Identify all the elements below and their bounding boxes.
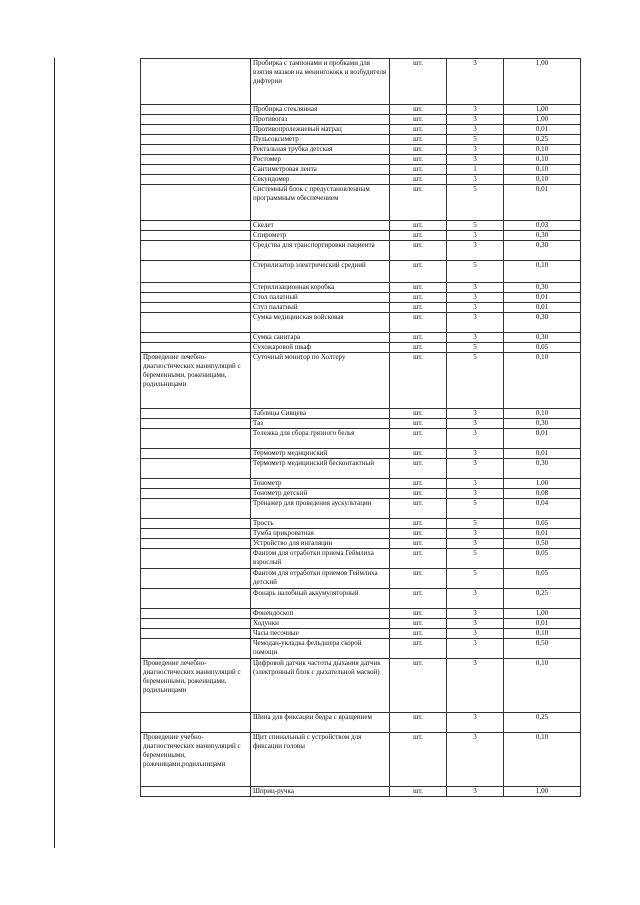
table-row — [141, 221, 581, 231]
quantity-cell: 3 — [447, 59, 504, 105]
procedure-cell — [141, 303, 251, 313]
quantity-cell: 1 — [447, 165, 504, 175]
unit-cell: шт. — [390, 261, 447, 283]
quantity-cell: 3 — [447, 659, 504, 713]
quantity-cell: 3 — [447, 539, 504, 549]
table-row — [141, 733, 581, 787]
coefficient-cell: 1,00 — [504, 609, 581, 619]
coefficient-cell: 0,03 — [504, 221, 581, 231]
quantity-cell: 5 — [447, 221, 504, 231]
unit-cell: шт. — [390, 175, 447, 185]
item-name-cell: Щит спинальный с устройством для фиксации головы — [251, 733, 390, 787]
procedure-cell — [141, 529, 251, 539]
item-name-cell: Секундомер — [251, 175, 390, 185]
coefficient-cell: 0,50 — [504, 639, 581, 659]
item-name-cell: Цифровой датчик частоты дыхания датчик (электронный блок с дыхательной маской) — [251, 659, 390, 713]
coefficient-cell: 0,04 — [504, 499, 581, 519]
item-name-cell: Тонометр детский — [251, 489, 390, 499]
coefficient-cell: 0,10 — [504, 659, 581, 713]
procedure-cell — [141, 105, 251, 115]
item-name-cell: Противопролежневый матрац — [251, 125, 390, 135]
table-row — [141, 409, 581, 419]
procedure-cell — [141, 145, 251, 155]
quantity-cell: 3 — [447, 449, 504, 459]
unit-cell: шт. — [390, 639, 447, 659]
table-row — [141, 59, 581, 105]
table-row — [141, 353, 581, 409]
quantity-cell: 3 — [447, 489, 504, 499]
table-row — [141, 609, 581, 619]
coefficient-cell: 0,01 — [504, 429, 581, 449]
table-row — [141, 713, 581, 733]
table-row — [141, 135, 581, 145]
item-name-cell: Ростомер — [251, 155, 390, 165]
procedure-cell — [141, 499, 251, 519]
procedure-cell: Проведение лечебно-диагностических манипуляций с беременными, роженицами, родильницами — [141, 659, 251, 713]
coefficient-cell: 0,25 — [504, 135, 581, 145]
coefficient-cell: 0,30 — [504, 241, 581, 261]
unit-cell: шт. — [390, 59, 447, 105]
table-row — [141, 589, 581, 609]
quantity-cell: 3 — [447, 105, 504, 115]
item-name-cell: Стол палатный — [251, 293, 390, 303]
coefficient-cell: 0,05 — [504, 569, 581, 589]
unit-cell: шт. — [390, 713, 447, 733]
procedure-cell — [141, 125, 251, 135]
unit-cell: шт. — [390, 519, 447, 529]
table-row — [141, 125, 581, 135]
item-name-cell: Устройство для ингаляции — [251, 539, 390, 549]
quantity-cell: 3 — [447, 639, 504, 659]
table-row — [141, 261, 581, 283]
table-row — [141, 231, 581, 241]
item-name-cell: Шприц-ручка — [251, 787, 390, 797]
procedure-cell — [141, 343, 251, 353]
unit-cell: шт. — [390, 343, 447, 353]
item-name-cell: Стул палатный — [251, 303, 390, 313]
table-row — [141, 629, 581, 639]
unit-cell: шт. — [390, 733, 447, 787]
unit-cell: шт. — [390, 659, 447, 713]
unit-cell: шт. — [390, 313, 447, 333]
equipment-table-body — [141, 59, 581, 797]
quantity-cell: 3 — [447, 293, 504, 303]
procedure-cell — [141, 293, 251, 303]
procedure-cell — [141, 569, 251, 589]
item-name-cell: Тонометр — [251, 479, 390, 489]
coefficient-cell: 1,00 — [504, 787, 581, 797]
procedure-cell — [141, 787, 251, 797]
table-row — [141, 569, 581, 589]
quantity-cell: 3 — [447, 409, 504, 419]
quantity-cell: 3 — [447, 303, 504, 313]
item-name-cell: Фантом для отработки приема Геймлиха взрослый — [251, 549, 390, 569]
coefficient-cell: 0,30 — [504, 231, 581, 241]
coefficient-cell: 0,01 — [504, 185, 581, 221]
table-row — [141, 539, 581, 549]
quantity-cell: 3 — [447, 125, 504, 135]
table-row — [141, 449, 581, 459]
item-name-cell: Пульсоксиметр — [251, 135, 390, 145]
coefficient-cell: 0,50 — [504, 539, 581, 549]
procedure-cell — [141, 713, 251, 733]
table-row — [141, 303, 581, 313]
unit-cell: шт. — [390, 499, 447, 519]
quantity-cell: 3 — [447, 609, 504, 619]
unit-cell: шт. — [390, 221, 447, 231]
table-row — [141, 549, 581, 569]
unit-cell: шт. — [390, 185, 447, 221]
item-name-cell: Тренажер для проведения аускультации — [251, 499, 390, 519]
table-row — [141, 241, 581, 261]
coefficient-cell: 0,10 — [504, 155, 581, 165]
item-name-cell: Пробирка с тампонами и пробками для взятия мазков на менингококк и возбудителя дифтерии — [251, 59, 390, 105]
item-name-cell: Фантом для отработки приемов Геймлиха детский — [251, 569, 390, 589]
unit-cell: шт. — [390, 409, 447, 419]
quantity-cell: 3 — [447, 629, 504, 639]
coefficient-cell: 0,05 — [504, 343, 581, 353]
quantity-cell: 3 — [447, 175, 504, 185]
coefficient-cell: 0,10 — [504, 733, 581, 787]
coefficient-cell: 0,01 — [504, 619, 581, 629]
unit-cell: шт. — [390, 609, 447, 619]
procedure-cell — [141, 175, 251, 185]
item-name-cell: Термометр медицинский — [251, 449, 390, 459]
procedure-cell — [141, 519, 251, 529]
coefficient-cell: 0,05 — [504, 549, 581, 569]
table-row — [141, 145, 581, 155]
table-row — [141, 479, 581, 489]
margin-line — [54, 58, 55, 848]
table-row — [141, 659, 581, 713]
procedure-cell — [141, 165, 251, 175]
table-row — [141, 155, 581, 165]
item-name-cell: Тележка для сбора грязного белья — [251, 429, 390, 449]
unit-cell: шт. — [390, 293, 447, 303]
unit-cell: шт. — [390, 353, 447, 409]
item-name-cell: Противогаз — [251, 115, 390, 125]
item-name-cell: Пробирка стеклянная — [251, 105, 390, 115]
item-name-cell: Чемодан-укладка фельдшера скорой помощи — [251, 639, 390, 659]
quantity-cell: 3 — [447, 241, 504, 261]
item-name-cell: Средства для транспортировки пациента — [251, 241, 390, 261]
procedure-cell — [141, 609, 251, 619]
table-row — [141, 619, 581, 629]
quantity-cell: 3 — [447, 459, 504, 479]
coefficient-cell: 0,10 — [504, 261, 581, 283]
quantity-cell: 5 — [447, 569, 504, 589]
quantity-cell: 5 — [447, 185, 504, 221]
item-name-cell: Ходунки — [251, 619, 390, 629]
table-row — [141, 165, 581, 175]
coefficient-cell: 0,01 — [504, 529, 581, 539]
quantity-cell: 3 — [447, 283, 504, 293]
table-row — [141, 333, 581, 343]
coefficient-cell: 1,00 — [504, 105, 581, 115]
table-row — [141, 429, 581, 449]
item-name-cell: Шина для фиксации бедра с вращением — [251, 713, 390, 733]
unit-cell: шт. — [390, 241, 447, 261]
procedure-cell — [141, 629, 251, 639]
procedure-cell — [141, 479, 251, 489]
table-row — [141, 529, 581, 539]
item-name-cell: Термометр медицинский бесконтактный — [251, 459, 390, 479]
table-row — [141, 489, 581, 499]
unit-cell: шт. — [390, 459, 447, 479]
item-name-cell: Часы песочные — [251, 629, 390, 639]
quantity-cell: 5 — [447, 519, 504, 529]
quantity-cell: 3 — [447, 231, 504, 241]
coefficient-cell: 1,00 — [504, 59, 581, 105]
procedure-cell — [141, 409, 251, 419]
quantity-cell: 5 — [447, 549, 504, 569]
unit-cell: шт. — [390, 303, 447, 313]
coefficient-cell: 0,01 — [504, 125, 581, 135]
coefficient-cell: 0,30 — [504, 419, 581, 429]
unit-cell: шт. — [390, 619, 447, 629]
unit-cell: шт. — [390, 479, 447, 489]
quantity-cell: 5 — [447, 353, 504, 409]
quantity-cell: 3 — [447, 713, 504, 733]
unit-cell: шт. — [390, 489, 447, 499]
unit-cell: шт. — [390, 155, 447, 165]
procedure-cell — [141, 333, 251, 343]
item-name-cell: Фонендоскоп — [251, 609, 390, 619]
item-name-cell: Системный блок с предустановленным программным обеспечением — [251, 185, 390, 221]
procedure-cell — [141, 539, 251, 549]
quantity-cell: 3 — [447, 155, 504, 165]
quantity-cell: 5 — [447, 135, 504, 145]
quantity-cell: 3 — [447, 313, 504, 333]
table-row — [141, 115, 581, 125]
unit-cell: шт. — [390, 787, 447, 797]
procedure-cell — [141, 549, 251, 569]
table-row — [141, 105, 581, 115]
coefficient-cell: 0,10 — [504, 165, 581, 175]
procedure-cell: Проведение учебно-диагностических манипуляций с беременными, роженицами,родильницами — [141, 733, 251, 787]
coefficient-cell: 0,10 — [504, 629, 581, 639]
procedure-cell — [141, 155, 251, 165]
item-name-cell: Сумка санитара — [251, 333, 390, 343]
procedure-cell — [141, 639, 251, 659]
procedure-cell — [141, 489, 251, 499]
unit-cell: шт. — [390, 145, 447, 155]
unit-cell: шт. — [390, 105, 447, 115]
item-name-cell: Сумка медицинская войсковая — [251, 313, 390, 333]
item-name-cell: Тумба прикроватная — [251, 529, 390, 539]
coefficient-cell: 0,30 — [504, 283, 581, 293]
item-name-cell: Стерилизатор электрический средний — [251, 261, 390, 283]
unit-cell: шт. — [390, 629, 447, 639]
quantity-cell: 5 — [447, 261, 504, 283]
table-row — [141, 283, 581, 293]
quantity-cell: 3 — [447, 333, 504, 343]
unit-cell: шт. — [390, 125, 447, 135]
table-row — [141, 419, 581, 429]
quantity-cell: 3 — [447, 529, 504, 539]
table-row — [141, 343, 581, 353]
procedure-cell — [141, 221, 251, 231]
unit-cell: шт. — [390, 539, 447, 549]
table-row — [141, 185, 581, 221]
quantity-cell: 3 — [447, 733, 504, 787]
procedure-cell — [141, 589, 251, 609]
procedure-cell — [141, 135, 251, 145]
procedure-cell — [141, 313, 251, 333]
coefficient-cell: 0,01 — [504, 449, 581, 459]
procedure-cell — [141, 241, 251, 261]
procedure-cell — [141, 231, 251, 241]
unit-cell: шт. — [390, 135, 447, 145]
unit-cell: шт. — [390, 429, 447, 449]
unit-cell: шт. — [390, 549, 447, 569]
item-name-cell: Трость — [251, 519, 390, 529]
equipment-table — [140, 58, 581, 797]
quantity-cell: 3 — [447, 589, 504, 609]
unit-cell: шт. — [390, 589, 447, 609]
table-row — [141, 459, 581, 479]
table-row — [141, 175, 581, 185]
table-row — [141, 519, 581, 529]
quantity-cell: 5 — [447, 499, 504, 519]
coefficient-cell: 0,10 — [504, 353, 581, 409]
item-name-cell: Сантиметровая лента — [251, 165, 390, 175]
coefficient-cell: 0,08 — [504, 489, 581, 499]
unit-cell: шт. — [390, 419, 447, 429]
unit-cell: шт. — [390, 449, 447, 459]
coefficient-cell: 1,00 — [504, 479, 581, 489]
item-name-cell: Сухожаровой шкаф — [251, 343, 390, 353]
item-name-cell: Ректальная трубка детская — [251, 145, 390, 155]
coefficient-cell: 0,30 — [504, 313, 581, 333]
coefficient-cell: 0,25 — [504, 713, 581, 733]
coefficient-cell: 0,10 — [504, 145, 581, 155]
unit-cell: шт. — [390, 283, 447, 293]
procedure-cell — [141, 185, 251, 221]
procedure-cell — [141, 115, 251, 125]
procedure-cell — [141, 459, 251, 479]
coefficient-cell: 0,05 — [504, 519, 581, 529]
coefficient-cell: 0,30 — [504, 333, 581, 343]
coefficient-cell: 0,01 — [504, 293, 581, 303]
procedure-cell — [141, 261, 251, 283]
unit-cell: шт. — [390, 115, 447, 125]
table-row — [141, 293, 581, 303]
procedure-cell — [141, 419, 251, 429]
quantity-cell: 5 — [447, 343, 504, 353]
unit-cell: шт. — [390, 165, 447, 175]
coefficient-cell: 0,30 — [504, 459, 581, 479]
quantity-cell: 3 — [447, 787, 504, 797]
procedure-cell — [141, 619, 251, 629]
procedure-cell: Проведение лечебно-диагностических манипуляций с беременными, роженицами, родильницами — [141, 353, 251, 409]
item-name-cell: Спирометр — [251, 231, 390, 241]
quantity-cell: 3 — [447, 619, 504, 629]
quantity-cell: 3 — [447, 419, 504, 429]
item-name-cell: Фонарь налобный аккумуляторный — [251, 589, 390, 609]
item-name-cell: Таблицы Сивцева — [251, 409, 390, 419]
table-row — [141, 639, 581, 659]
table-row — [141, 313, 581, 333]
table-row — [141, 499, 581, 519]
coefficient-cell: 1,00 — [504, 115, 581, 125]
quantity-cell: 3 — [447, 115, 504, 125]
procedure-cell — [141, 59, 251, 105]
unit-cell: шт. — [390, 529, 447, 539]
item-name-cell: Суточный монитор по Холтеру — [251, 353, 390, 409]
item-name-cell: Скелет — [251, 221, 390, 231]
coefficient-cell: 0,25 — [504, 589, 581, 609]
unit-cell: шт. — [390, 333, 447, 343]
procedure-cell — [141, 449, 251, 459]
procedure-cell — [141, 429, 251, 449]
coefficient-cell: 0,10 — [504, 409, 581, 419]
table-row — [141, 787, 581, 797]
quantity-cell: 3 — [447, 429, 504, 449]
unit-cell: шт. — [390, 231, 447, 241]
coefficient-cell: 0,10 — [504, 175, 581, 185]
coefficient-cell: 0,01 — [504, 303, 581, 313]
item-name-cell: Стерилизационная коробка — [251, 283, 390, 293]
procedure-cell — [141, 283, 251, 293]
quantity-cell: 3 — [447, 479, 504, 489]
item-name-cell: Таз — [251, 419, 390, 429]
unit-cell: шт. — [390, 569, 447, 589]
quantity-cell: 3 — [447, 145, 504, 155]
